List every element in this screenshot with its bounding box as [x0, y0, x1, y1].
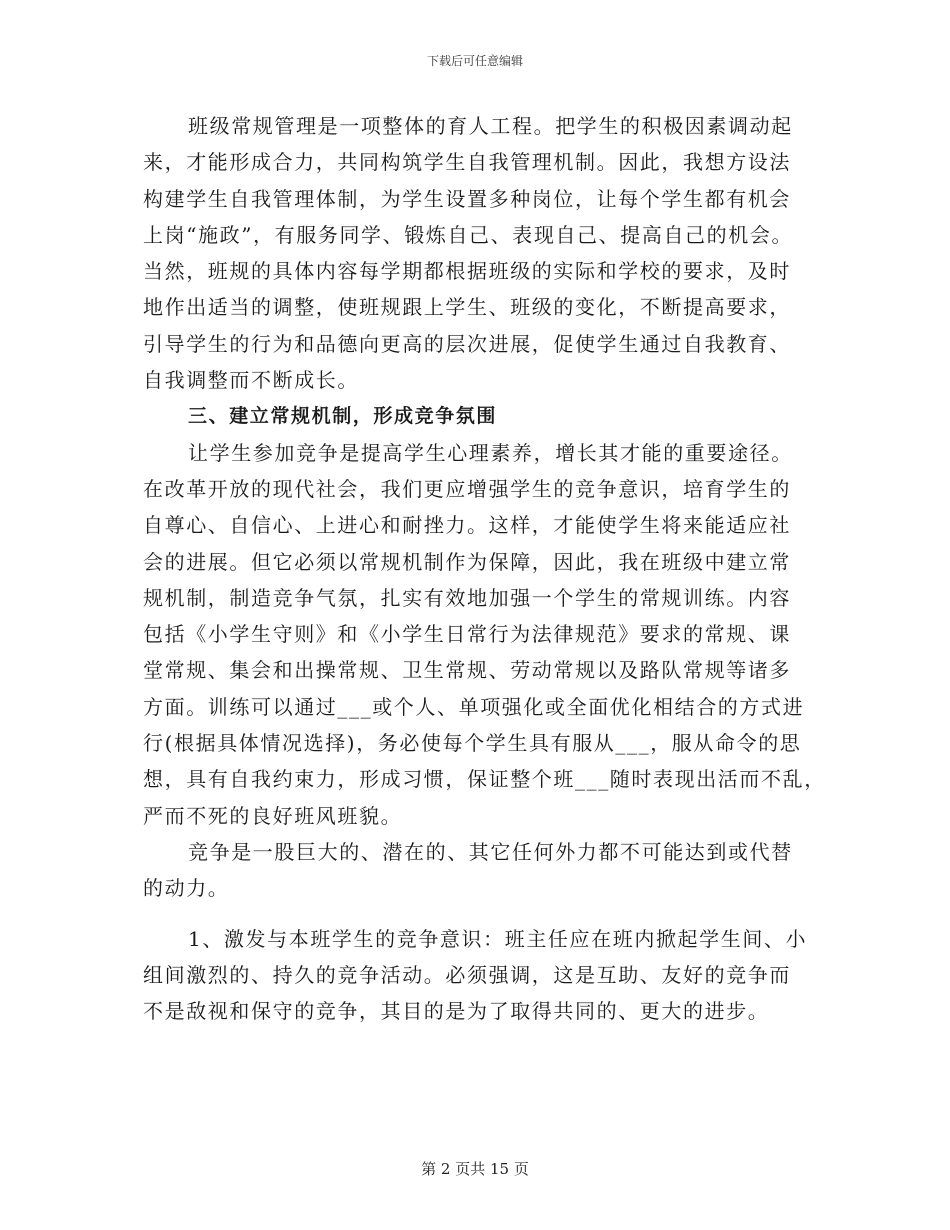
paragraph-line: 不是敌视和保守的竞争，其目的是为了取得共同的、更大的进步。 [143, 999, 770, 1024]
paragraph-line: 严而不死的良好班风班貌。 [143, 803, 403, 828]
paragraph-line: 当然，班规的具体内容每学期都根据班级的实际和学校的要求，及时 [143, 259, 791, 284]
paragraph-line: 竞争是一股巨大的、潜在的、其它任何外力都不可能达到或代替 [188, 839, 793, 864]
paragraph-line: 堂常规、集会和出操常规、卫生常规、劳动常规以及路队常规等诸多 [143, 658, 791, 683]
paragraph-line: 组间激烈的、持久的竞争活动。必须强调，这是互助、友好的竞争而 [143, 962, 791, 987]
paragraph-line: 想，具有自我约束力，形成习惯，保证整个班___随时表现出活而不乱， [143, 767, 826, 792]
paragraph-line: 自尊心、自信心、上进心和耐挫力。这样，才能使学生将来能适应社 [143, 513, 791, 538]
paragraph-line: 构建学生自我管理体制，为学生设置多种岗位，让每个学生都有机会 [143, 186, 791, 211]
paragraph-line: 来，才能形成合力，共同构筑学生自我管理机制。因此，我想方设法 [143, 150, 791, 175]
paragraph-line: 让学生参加竞争是提高学生心理素养，增长其才能的重要途径。 [188, 440, 793, 465]
paragraph-line: 1、激发与本班学生的竞争意识：班主任应在班内掀起学生间、小 [188, 926, 808, 951]
paragraph-line: 包括《小学生守则》和《小学生日常行为法律规范》要求的常规、课 [143, 622, 791, 647]
paragraph-line: 方面。训练可以通过___或个人、单项强化或全面优化相结合的方式进 [143, 694, 805, 719]
paragraph-line: 的动力。 [143, 876, 230, 901]
paragraph-line: 地作出适当的调整，使班规跟上学生、班级的变化，不断提高要求， [143, 295, 791, 320]
paragraph-line: 班级常规管理是一项整体的育人工程。把学生的积极因素调动起 [188, 114, 793, 138]
document-body [143, 108, 826, 1029]
section-heading: 三、建立常规机制，形成竞争氛围 [188, 405, 498, 428]
paragraph-line: 在改革开放的现代社会，我们更应增强学生的竞争意识，培育学生的 [143, 476, 791, 501]
page-footer: 第 2 页共 15 页 [421, 1160, 529, 1178]
paragraph-line: 会的进展。但它必须以常规机制作为保障，因此，我在班级中建立常 [143, 549, 791, 574]
page-header: 下载后可任意编辑 [426, 54, 523, 68]
paragraph-line: 上岗“施政”，有服务同学、锻炼自己、表现自己、提高自己的机会。 [143, 222, 794, 247]
paragraph-line: 行(根据具体情况选择)，务必使每个学生具有服从___，服从命令的思 [143, 731, 802, 756]
paragraph-line: 规机制，制造竞争气氛，扎实有效地加强一个学生的常规训练。内容 [143, 585, 791, 610]
paragraph-line: 自我调整而不断成长。 [143, 368, 359, 393]
paragraph-line: 引导学生的行为和品德向更高的层次进展，促使学生通过自我教育、 [143, 331, 791, 356]
paragraph-gap [143, 907, 823, 921]
